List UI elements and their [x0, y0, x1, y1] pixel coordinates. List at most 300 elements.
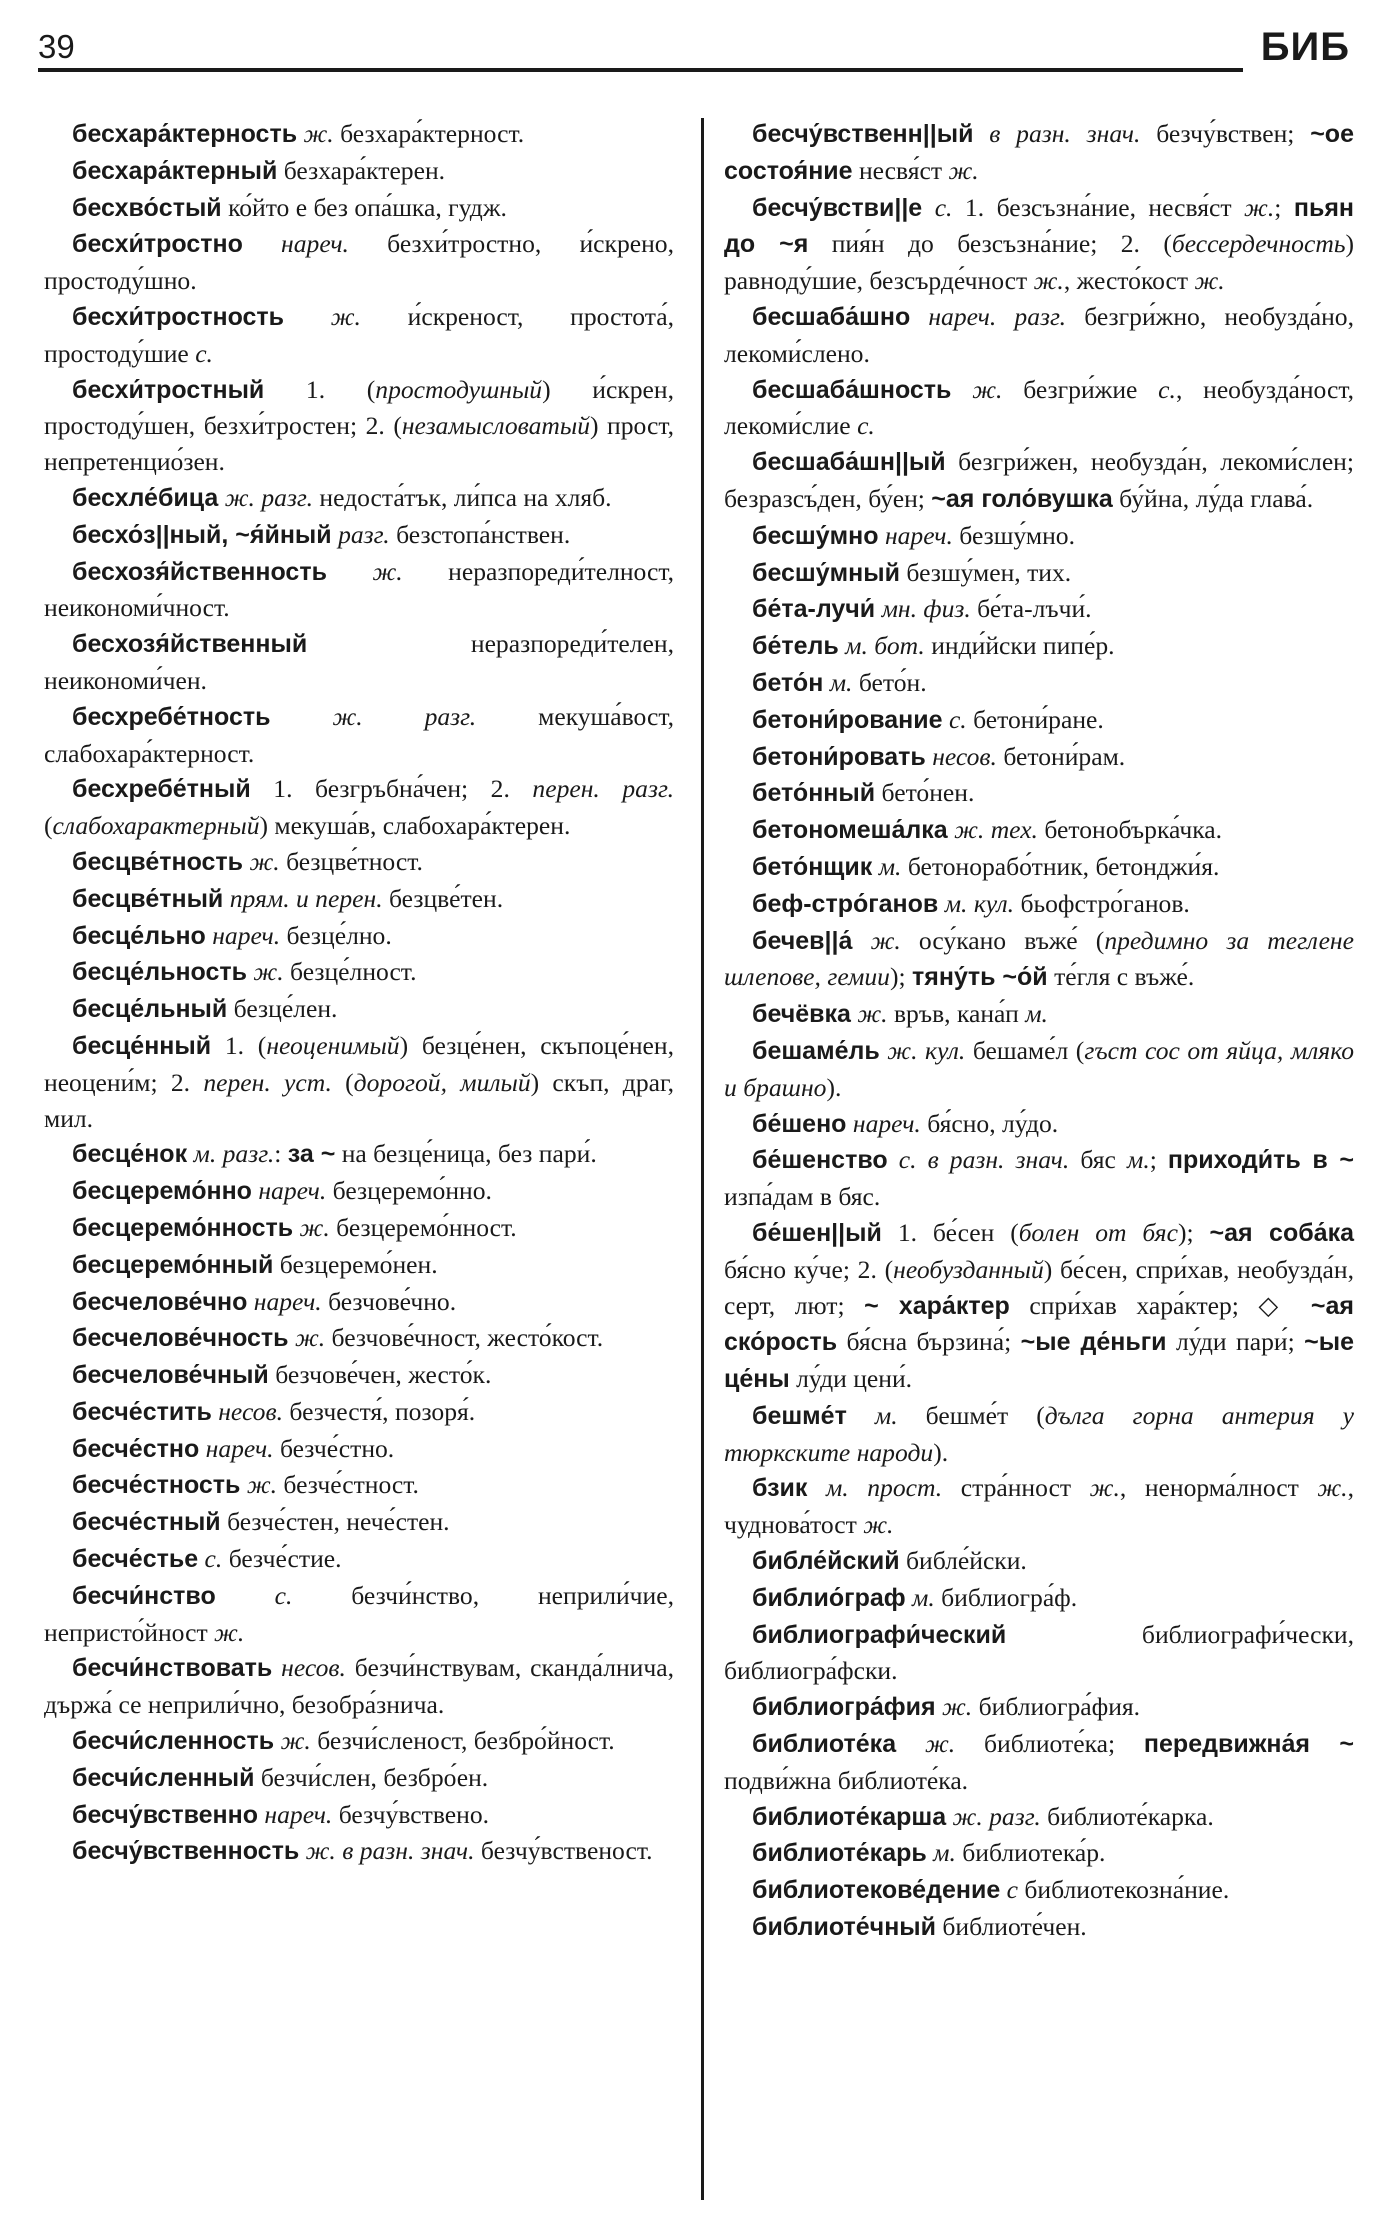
entry-label: с. — [1158, 374, 1176, 404]
entry-label: несов. — [218, 1396, 283, 1426]
entry-text: безчестя́, позоря́. — [282, 1396, 476, 1426]
entry-headword: бесце́льный — [72, 995, 228, 1024]
entry-text: 1. бе́сен ( — [881, 1217, 1019, 1247]
entry-headword: бесшу́мно — [752, 521, 879, 550]
dictionary-entry — [44, 1723, 674, 1760]
entry-headword: бето́нщик — [752, 852, 873, 881]
dictionary-entry — [44, 1320, 674, 1357]
entry-text: и́скреност, простота́, простоду́шие — [44, 301, 674, 368]
entry-headword: бесцеремо́нно — [72, 1177, 252, 1206]
entry-headword: бе́тель — [752, 632, 839, 661]
dictionary-entry — [724, 591, 1354, 628]
entry-headword: бесчу́вственн||ый — [752, 120, 974, 148]
entry-text: бу́йна, лу́да глава́. — [1112, 483, 1314, 513]
entry-text: безчове́чен, жесто́к. — [268, 1360, 492, 1390]
entry-text: мекуша́вост, слабохара́ктерност. — [44, 701, 674, 768]
entry-label: ж. — [303, 119, 334, 148]
entry-text: библе́йски. — [899, 1546, 1027, 1576]
entry-label: ж. — [1089, 1473, 1120, 1503]
entry-headword: бесшаба́шность — [752, 375, 952, 404]
entry-label: ж. — [1033, 266, 1064, 296]
dictionary-entry — [44, 153, 674, 190]
entry-headword: бесцеремо́нность — [72, 1213, 294, 1242]
entry-text: библиоте́карка. — [1040, 1801, 1214, 1831]
entry-label: ж. — [870, 925, 901, 955]
entry-text: бето́н. — [852, 667, 927, 697]
entry-headword: бзик — [752, 1474, 808, 1503]
entry-headword: беф-стро́ганов — [752, 889, 939, 918]
entry-label: ж. — [294, 1323, 326, 1353]
dictionary-entry — [724, 1580, 1354, 1617]
entry-headword: бесхи́тростный — [72, 375, 265, 404]
entry-text — [896, 1729, 925, 1758]
entry-headword: библиоте́карша — [752, 1802, 947, 1831]
entry-text: бето́нен. — [875, 778, 975, 808]
dictionary-entry — [44, 1760, 674, 1797]
entry-label: ж. — [857, 999, 888, 1029]
entry-text: безхи́тростно, и́скрено, простоду́шно. — [44, 229, 674, 296]
dictionary-entry — [724, 1909, 1354, 1946]
page-header — [0, 0, 1400, 80]
entry-text: безце́лно. — [280, 920, 392, 950]
entry-label: нареч. — [253, 1286, 322, 1316]
entry-label: ж. — [253, 957, 284, 987]
entry-text: бешаме́л ( — [965, 1035, 1085, 1065]
entry-headword: ~ые де́ньги — [1020, 1328, 1167, 1357]
dictionary-entry — [44, 1028, 674, 1136]
dictionary-entry — [724, 1106, 1354, 1143]
entry-label: нареч. — [205, 1433, 274, 1463]
entry-text: бе́та-лъчи́. — [970, 594, 1092, 624]
entry-label: ж. — [246, 1470, 278, 1500]
entry-text: 1. безгръбна́чен; 2. — [250, 774, 533, 804]
entry-text: инди́йски пипе́р. — [924, 631, 1115, 661]
entry-label: нареч. — [258, 1176, 327, 1206]
dictionary-entry — [44, 1504, 674, 1541]
dictionary-entry — [724, 1398, 1354, 1471]
entry-headword: бесце́льность — [72, 958, 247, 987]
entry-label: болен от бяс — [1018, 1217, 1178, 1247]
entry-headword: бесчу́встви||е — [752, 193, 923, 222]
dictionary-entry — [44, 1247, 674, 1284]
entry-headword: бесцве́тность — [72, 847, 244, 876]
entry-text: библиогра́ф. — [934, 1582, 1078, 1612]
entry-label: с. — [204, 1544, 223, 1574]
entry-text: стра́нност — [942, 1473, 1090, 1503]
dictionary-entry — [724, 1142, 1354, 1215]
entry-headword: бесчелове́чность — [72, 1324, 289, 1353]
entry-text: 1. безсъзна́ние, несвя́ст — [952, 192, 1245, 222]
entry-text — [284, 302, 331, 331]
entry-label: м. бот. — [845, 631, 925, 661]
entry-label: нареч. — [264, 1799, 333, 1829]
dictionary-entry — [724, 1617, 1354, 1690]
dictionary-entry — [724, 702, 1354, 739]
entry-text: безче́стие. — [222, 1544, 342, 1574]
entry-headword: бесчи́нство — [72, 1581, 216, 1610]
entry-text: неразпореди́телност, неикономи́чност. — [44, 556, 674, 623]
entry-headword: бесче́стно — [72, 1434, 200, 1463]
entry-headword: бетони́рование — [752, 705, 943, 734]
entry-text: ) равноду́шие, безсърде́чност — [724, 229, 1354, 296]
dictionary-entry — [44, 1650, 674, 1723]
entry-headword: за ~ — [287, 1140, 336, 1169]
entry-label: перен. уст. — [203, 1067, 332, 1097]
entry-text — [807, 1473, 826, 1502]
entry-label: дорогой, милый — [353, 1067, 531, 1097]
dictionary-entry — [724, 518, 1354, 555]
entry-headword: бе́шен||ый — [752, 1218, 882, 1247]
entry-text: подви́жна библиоте́ка. — [724, 1765, 969, 1795]
entry-text: пия́н до безсъзна́ние; 2. ( — [808, 229, 1172, 259]
entry-text: осу́кано въже́ ( — [900, 925, 1105, 955]
entry-headword: бесшаба́шно — [752, 302, 911, 331]
entry-text: безчи́слен, безбро́ен. — [254, 1762, 489, 1792]
dictionary-entry — [44, 517, 674, 554]
entry-headword: ~ое состоя́ние — [724, 120, 1354, 185]
entry-label: с. — [948, 704, 967, 734]
entry-text — [951, 375, 972, 404]
entry-headword: библио́граф — [752, 1583, 906, 1612]
entry-label: с — [1006, 1875, 1018, 1905]
entry-text: безцеремо́нен. — [273, 1249, 438, 1279]
dictionary-entry — [724, 555, 1354, 592]
entry-headword: бесшу́мный — [752, 558, 900, 587]
entry-text: ); — [1177, 1217, 1210, 1247]
dictionary-entry — [724, 444, 1354, 518]
entry-label: гъст сос от яйца, мляко и брашно — [724, 1035, 1355, 1102]
entry-headword: бесхи́тростность — [72, 302, 285, 331]
entry-headword: бесцве́тный — [72, 884, 224, 913]
dictionary-entry — [44, 1284, 674, 1321]
entry-text: безчи́сленост, безбро́йност. — [310, 1726, 615, 1756]
dictionary-entry — [724, 886, 1354, 923]
dictionary-entry — [44, 954, 674, 991]
dictionary-entry — [44, 1394, 674, 1431]
entry-label: необузданный — [893, 1254, 1044, 1284]
dictionary-entry — [44, 881, 674, 918]
entry-headword: бесхара́ктерный — [72, 156, 278, 185]
entry-headword: бесхо́з||ный, ~я́йный — [72, 520, 332, 549]
entry-text: безшу́мно. — [952, 520, 1075, 550]
entry-headword: бетономеша́лка — [752, 816, 948, 845]
entry-text: безчу́вствен; — [1140, 119, 1311, 148]
entry-label: ж. тех. — [954, 815, 1038, 845]
entry-text: библиогра́фия. — [972, 1692, 1141, 1722]
dictionary-entry — [724, 1835, 1354, 1872]
entry-text: ) бе́сен, спри́хав, необузда́н, серт, лют; — [724, 1254, 1354, 1320]
entry-headword: бесце́нок — [72, 1140, 188, 1169]
entry-text: спри́хав хара́ктер; ◇ — [1009, 1290, 1311, 1320]
entry-text — [243, 229, 281, 258]
entry-text: библиоте́ка; — [955, 1729, 1144, 1759]
entry-text: , необузда́ност, лекоми́слие — [724, 374, 1354, 441]
dictionary-entry — [44, 1210, 674, 1247]
entry-text: библиографи́чески, библиогра́фски. — [724, 1619, 1354, 1686]
entry-text: ). — [826, 1072, 842, 1102]
dictionary-entry — [44, 226, 674, 299]
entry-label: м. — [829, 667, 853, 697]
entry-label: нареч. — [884, 520, 953, 550]
entry-headword: бесце́нный — [72, 1031, 212, 1060]
dictionary-entry — [724, 372, 1354, 445]
entry-text: ( — [44, 811, 53, 841]
entry-headword: передвижна́я ~ — [1143, 1730, 1355, 1759]
entry-text — [271, 702, 333, 731]
entry-headword: библиотекове́дение — [752, 1876, 1001, 1905]
entry-label: нареч. разг. — [928, 301, 1067, 331]
dictionary-entry — [724, 1215, 1354, 1398]
entry-text: , ненорма́лност — [1119, 1473, 1318, 1503]
entry-headword: приходи́ть в ~ — [1167, 1146, 1354, 1175]
entry-text: ) мекуша́в, слабохара́ктерен. — [259, 811, 571, 841]
entry-label: ж. — [1244, 192, 1275, 222]
dictionary-entry — [724, 1726, 1354, 1799]
entry-text: библиотекозна́ние. — [1018, 1875, 1230, 1905]
dictionary-entry — [724, 996, 1354, 1033]
entry-headword: бесхво́стый — [72, 193, 222, 222]
entry-text: бя́сно ку́че; 2. ( — [724, 1254, 894, 1284]
dictionary-entry — [44, 190, 674, 227]
entry-label: ж. — [280, 1726, 311, 1756]
entry-headword: библиоте́чный — [752, 1913, 937, 1942]
dictionary-entry — [44, 1467, 674, 1504]
dictionary-entry — [724, 1799, 1354, 1836]
entry-headword: бесчи́нствовать — [72, 1654, 273, 1683]
dictionary-entry — [724, 1033, 1354, 1106]
entry-label: м. прост. — [825, 1473, 943, 1503]
entry-text — [852, 926, 870, 955]
entry-text — [910, 302, 928, 331]
entry-label: перен. разг. — [532, 774, 675, 804]
entry-headword: бесче́стить — [72, 1397, 212, 1426]
dictionary-entry — [44, 771, 674, 844]
dictionary-entry — [44, 1173, 674, 1210]
dictionary-entry — [724, 628, 1354, 665]
entry-label: ж. кул. — [887, 1035, 966, 1065]
entry-label: с. — [274, 1580, 293, 1610]
entry-label: с. — [195, 338, 213, 368]
entry-headword: библиоте́карь — [752, 1839, 927, 1868]
entry-headword: библе́йский — [752, 1547, 900, 1576]
entry-headword: бесчу́вственность — [72, 1837, 300, 1866]
entry-headword: бесче́стность — [72, 1471, 241, 1500]
entry-text: безгри́жно, необузда́но, лекоми́слено. — [724, 301, 1354, 368]
dictionary-entry — [44, 554, 674, 627]
entry-label: неоценимый — [266, 1030, 400, 1060]
entry-text: безчове́чност, жесто́кост. — [325, 1323, 604, 1353]
entry-headword: бесчелове́чный — [72, 1361, 269, 1390]
entry-headword: бесхле́бица — [72, 483, 219, 512]
entry-label: м. — [878, 851, 902, 881]
entry-text: неразпореди́телен, неикономи́чен. — [44, 629, 674, 695]
entry-text: ); — [889, 962, 913, 992]
entry-label: ж. разг. — [332, 701, 477, 731]
dictionary-entry — [724, 1470, 1354, 1543]
entry-text: безцеремо́нно. — [326, 1176, 492, 1206]
entry-text: бьофстро́ганов. — [1014, 888, 1190, 918]
entry-headword: бесхи́тростно — [72, 230, 243, 259]
dictionary-entry — [724, 190, 1354, 299]
dictionary-entry — [724, 775, 1354, 812]
dictionary-entry — [44, 116, 674, 153]
entry-text: безцве́тност. — [279, 846, 423, 876]
entry-text: на безце́ница, без пари́. — [335, 1139, 597, 1169]
entry-text: безчу́вственост. — [474, 1836, 653, 1866]
entry-label: незамысловатый — [401, 411, 590, 441]
entry-text: ) и́скрен, простоду́шен, безхи́тростен; 2. ( — [44, 374, 674, 441]
dictionary-entry — [44, 1431, 674, 1468]
entry-text: безхара́ктерен. — [277, 155, 446, 185]
entry-text: бетонорабо́тник, бетонджи́я. — [901, 851, 1220, 881]
entry-text: ко́йто е без опа́шка, гудж. — [221, 192, 507, 222]
entry-label: ж. — [924, 1729, 956, 1759]
entry-text: бетонобърка́чка. — [1037, 815, 1223, 845]
entry-text: безгри́жен, необузда́н, лекоми́слен; безразсъ́ден, бу́ен; — [724, 447, 1354, 513]
entry-label: ж. — [330, 301, 361, 331]
dictionary-entry — [44, 480, 674, 517]
entry-label: м. — [933, 1838, 956, 1868]
entry-text: бетони́ране. — [966, 704, 1104, 734]
entry-text: безче́стно. — [273, 1433, 395, 1463]
entry-headword: бесце́льно — [72, 921, 206, 950]
entry-text: безцеремо́нност. — [329, 1212, 517, 1242]
entry-text: безчове́чно. — [321, 1286, 457, 1316]
entry-label: м. — [874, 1400, 898, 1430]
entry-text: несвя́ст — [852, 155, 949, 185]
entry-headword: бе́шенство — [752, 1146, 888, 1175]
entry-text: безчи́нство, неприли́чие, непристо́йност — [44, 1580, 674, 1647]
entry-text: безче́стност. — [277, 1470, 419, 1500]
dictionary-entry — [44, 626, 674, 699]
entry-label: бессердечность — [1171, 229, 1346, 259]
entry-label: несов. — [932, 741, 997, 771]
entry-label: нареч. — [852, 1108, 921, 1138]
entry-text: безцве́тен. — [382, 883, 504, 913]
entry-label: ж. в разн. знач. — [305, 1836, 475, 1866]
entry-headword: пьян до ~я — [724, 193, 1354, 259]
entry-text: ; — [1274, 192, 1294, 222]
entry-text: безче́стен, нече́стен. — [220, 1507, 450, 1537]
entry-label: с. — [857, 411, 875, 441]
entry-headword: ~ая ско́рость — [724, 1291, 1354, 1357]
entry-text: изпа́дам в бяс. — [724, 1182, 881, 1212]
entry-headword: бе́шено — [752, 1109, 847, 1138]
entry-headword: бечев||а́ — [752, 926, 853, 955]
dictionary-entry — [724, 1689, 1354, 1726]
entry-label: простодушный — [375, 374, 543, 404]
entry-text: бяс — [1069, 1145, 1127, 1175]
entry-text: бешме́т ( — [897, 1400, 1045, 1430]
dictionary-entry — [724, 923, 1354, 997]
entry-text: недоста́тък, ли́пса на хляб. — [312, 482, 612, 512]
dictionary-entry — [724, 812, 1354, 849]
entry-headword: бесхозя́йственный — [72, 630, 308, 659]
entry-label: несов. — [281, 1653, 346, 1683]
entry-headword: бесче́стье — [72, 1545, 199, 1574]
entry-headword: бешаме́ль — [752, 1036, 880, 1065]
entry-label: м. кул. — [944, 888, 1015, 918]
dictionary-entry — [44, 699, 674, 772]
entry-text: ( — [331, 1067, 354, 1097]
entry-label: с. — [934, 192, 953, 222]
entry-text: ) безце́нен, скъпоце́нен, неоцени́м; 2. — [44, 1030, 674, 1097]
entry-label: ж. — [948, 155, 979, 185]
entry-headword: бесшаба́шн||ый — [752, 448, 946, 477]
entry-headword: бесчелове́чно — [72, 1287, 248, 1316]
entry-label: ж. — [972, 374, 1003, 404]
entry-headword: бетони́ровать — [752, 742, 926, 771]
entry-text: ; — [1149, 1145, 1168, 1175]
entry-text: връв, кана́п — [887, 999, 1026, 1029]
dictionary-entry — [44, 1357, 674, 1394]
entry-text: , жесто́кост — [1063, 266, 1195, 296]
page-number: 39 — [38, 28, 75, 65]
entry-label: предимно за теглене шлепове, гемии — [724, 925, 1354, 992]
entry-headword: бето́нный — [752, 779, 876, 808]
entry-headword: библиографи́ческий — [752, 1620, 1007, 1649]
dictionary-entry — [44, 1578, 674, 1651]
dictionary-entry — [44, 918, 674, 955]
entry-headword: тяну́ть ~о́й — [912, 963, 1048, 992]
entry-label: ж. — [214, 1617, 245, 1647]
entry-headword: бесхребе́тный — [72, 775, 251, 804]
entry-headword: ~ые це́ны — [724, 1328, 1354, 1394]
entry-label: прям. и перен. — [229, 883, 383, 913]
entry-text — [973, 119, 989, 148]
entry-text: библиоте́чен. — [936, 1912, 1087, 1942]
entry-text: бя́сна бързина́; — [837, 1327, 1021, 1357]
entry-text: те́гля с въже́. — [1047, 962, 1195, 992]
entry-label: м. разг. — [193, 1139, 275, 1169]
dictionary-entry — [44, 372, 674, 480]
entry-label: ж. — [299, 1212, 330, 1242]
entry-text: безчу́вствено. — [332, 1799, 490, 1829]
entry-text: 1. ( — [211, 1030, 267, 1060]
dictionary-entry — [44, 1797, 674, 1834]
entry-text: ) прост, непретенцио́зен. — [44, 411, 674, 477]
header-rule — [38, 68, 1243, 72]
entry-text — [922, 193, 934, 222]
dictionary-entry — [724, 739, 1354, 776]
entry-text: бя́сно, лу́до. — [920, 1108, 1059, 1138]
entry-headword: ~ая голо́вушка — [931, 484, 1113, 513]
entry-label: м. — [912, 1582, 935, 1612]
entry-label: ж. — [1317, 1473, 1348, 1503]
entry-text: безстопа́нствен. — [389, 519, 571, 549]
entry-headword: бечёвка — [752, 1000, 851, 1029]
entry-headword: бесчи́сленность — [72, 1727, 275, 1756]
column-divider — [701, 118, 704, 2200]
dictionary-entry — [724, 116, 1354, 190]
entry-label: ж. — [863, 1510, 894, 1540]
entry-label: дълга горна антерия у тюркските народи — [724, 1400, 1355, 1467]
entry-headword: бе́та-лучи́ — [752, 595, 876, 624]
entry-text: : — [274, 1139, 288, 1169]
dictionary-entry — [724, 665, 1354, 702]
entry-headword: бето́н — [752, 668, 824, 697]
entry-label: ж. — [941, 1692, 973, 1722]
dictionary-entry — [724, 1543, 1354, 1580]
entry-label: нареч. — [212, 920, 281, 950]
entry-text — [888, 1145, 899, 1174]
entry-text: безце́лен. — [227, 994, 338, 1024]
dictionary-entry — [44, 991, 674, 1028]
entry-label: ж. — [1194, 266, 1225, 296]
entry-text: лу́ди цени́. — [789, 1364, 913, 1394]
entry-label: ж. — [372, 556, 403, 586]
dictionary-entry — [44, 1541, 674, 1578]
